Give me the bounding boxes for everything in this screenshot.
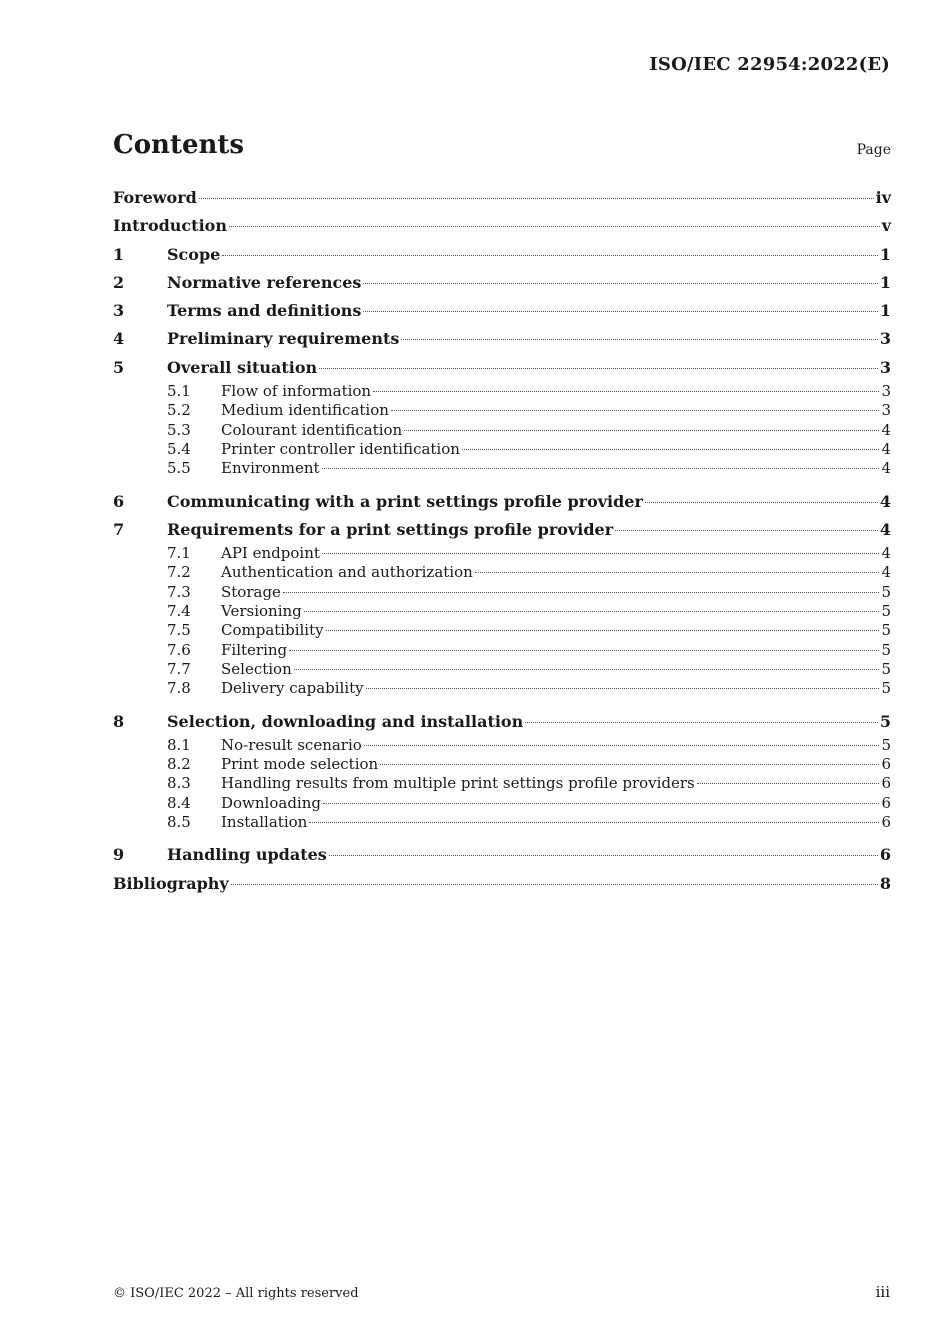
toc-entry-page: 5	[881, 582, 891, 601]
toc-entry-page: 6	[881, 755, 891, 774]
toc-entry-title: Bibliography	[113, 873, 229, 893]
toc-entry[interactable]	[113, 401, 891, 420]
page-number: iii	[875, 1283, 890, 1301]
toc-entry[interactable]	[113, 382, 891, 401]
toc-entry-page: 4	[881, 420, 891, 439]
toc-entry-title: Introduction	[113, 216, 227, 236]
toc-entry[interactable]	[113, 602, 891, 621]
toc-entry-page: iv	[875, 188, 891, 207]
toc-entry-page: 4	[881, 459, 891, 478]
dot-leader	[283, 592, 880, 593]
toc-entry[interactable]	[113, 184, 891, 212]
toc-entry-number: 3	[113, 301, 125, 321]
toc-entry[interactable]	[113, 212, 891, 240]
dot-leader	[364, 745, 880, 746]
dot-leader	[380, 764, 879, 765]
toc-entry-title: Scope	[167, 244, 221, 264]
page-title: Contents	[113, 130, 245, 160]
toc-entry-number: 2	[113, 272, 125, 292]
dot-leader	[319, 368, 878, 369]
toc-entry[interactable]	[113, 755, 891, 774]
toc-entry-number: 8	[113, 711, 125, 731]
toc-entry[interactable]	[113, 641, 891, 660]
toc-entry-title: API endpoint	[221, 544, 320, 563]
dot-leader	[289, 650, 879, 651]
toc-entry[interactable]	[113, 269, 891, 297]
toc-entry-number: 7.7	[167, 659, 191, 678]
toc-entry-title: Versioning	[221, 602, 302, 621]
toc-entry-number: 8.3	[167, 774, 191, 793]
toc-entry-page: 1	[879, 301, 891, 321]
toc-entry-page: 8	[879, 873, 891, 893]
toc-entry-page: 5	[881, 640, 891, 659]
toc-entry-page: 3	[879, 329, 891, 349]
dot-leader	[615, 530, 878, 531]
toc-entry-number: 6	[113, 491, 125, 511]
toc-entry-number: 5.2	[167, 401, 191, 420]
dot-leader	[462, 449, 880, 450]
document-id-header: ISO/IEC 22954:2022(E)	[649, 54, 890, 75]
toc-entry-number: 5.1	[167, 382, 191, 401]
toc-entry-page: 5	[881, 621, 891, 640]
dot-leader	[322, 553, 880, 554]
toc-entry[interactable]	[113, 841, 891, 869]
toc-entry-page: 5	[879, 711, 891, 731]
toc-entry[interactable]	[113, 870, 891, 898]
toc-entry-page: 5	[881, 659, 891, 678]
toc-entry-page: 1	[879, 244, 891, 264]
dot-leader	[229, 226, 880, 227]
toc-entry-title: Compatibility	[221, 621, 324, 640]
toc-entry-page: 6	[881, 774, 891, 793]
dot-leader	[294, 669, 880, 670]
toc-entry-page: 4	[881, 563, 891, 582]
toc-entry[interactable]	[113, 421, 891, 440]
toc-entry-number: 8.5	[167, 813, 191, 832]
toc-entry[interactable]	[113, 488, 891, 516]
dot-leader	[363, 283, 877, 284]
dot-leader	[401, 339, 878, 340]
toc-entry[interactable]	[113, 583, 891, 602]
toc-entry[interactable]	[113, 241, 891, 269]
toc-entry-title: Handling updates	[167, 845, 327, 865]
toc-entry[interactable]	[113, 440, 891, 459]
toc-entry-title: Medium identification	[221, 401, 389, 420]
toc-entry-number: 1	[113, 244, 125, 264]
page-column-label: Page	[856, 142, 891, 158]
dot-leader	[645, 502, 878, 503]
dot-leader	[199, 198, 874, 199]
dot-leader	[363, 311, 877, 312]
toc-entry-title: Installation	[221, 813, 308, 832]
toc-entry-page: 6	[879, 845, 891, 865]
toc-entry[interactable]	[113, 325, 891, 353]
toc-entry[interactable]	[113, 563, 891, 582]
dot-leader	[323, 803, 879, 804]
toc-entry-number: 8.2	[167, 755, 191, 774]
toc-entry-page: 3	[879, 357, 891, 377]
toc-entry-number: 7.8	[167, 679, 191, 698]
toc-entry-title: Colourant identification	[221, 420, 403, 439]
toc-entry[interactable]	[113, 297, 891, 325]
table-of-contents	[113, 184, 891, 898]
toc-entry-title: Authentication and authorization	[221, 563, 473, 582]
dot-leader	[309, 822, 879, 823]
toc-entry-title: Preliminary requirements	[167, 329, 400, 349]
toc-entry-page: 4	[881, 439, 891, 458]
toc-entry[interactable]	[113, 813, 891, 832]
toc-entry[interactable]	[113, 544, 891, 563]
toc-entry[interactable]	[113, 774, 891, 793]
dot-leader	[222, 255, 878, 256]
dot-leader	[231, 884, 878, 885]
dot-leader	[329, 855, 878, 856]
toc-entry-number: 8.4	[167, 793, 191, 812]
dot-leader	[525, 722, 878, 723]
toc-entry-number: 7.5	[167, 621, 191, 640]
dot-leader	[404, 430, 879, 431]
toc-entry-number: 4	[113, 329, 125, 349]
toc-entry-number: 5.4	[167, 439, 191, 458]
toc-entry-page: 6	[881, 793, 891, 812]
copyright-footer: © ISO/IEC 2022 – All rights reserved	[113, 1286, 359, 1301]
toc-entry[interactable]	[113, 679, 891, 698]
toc-entry-number: 7.2	[167, 563, 191, 582]
toc-entry-page: 1	[879, 272, 891, 292]
toc-entry[interactable]	[113, 794, 891, 813]
toc-entry-title: Communicating with a print settings profile provider	[167, 491, 643, 511]
dot-leader	[304, 611, 880, 612]
toc-entry-page: 3	[881, 401, 891, 420]
toc-entry[interactable]	[113, 660, 891, 679]
toc-entry-title: No-result scenario	[221, 735, 362, 754]
toc-entry-page: 5	[881, 679, 891, 698]
dot-leader	[373, 391, 879, 392]
toc-entry-title: Filtering	[221, 640, 288, 659]
dot-leader	[697, 783, 880, 784]
toc-entry[interactable]	[113, 516, 891, 544]
dot-leader	[326, 630, 880, 631]
toc-entry-number: 5	[113, 357, 125, 377]
toc-entry-number: 7.6	[167, 640, 191, 659]
toc-entry-number: 9	[113, 845, 125, 865]
toc-entry-number: 7.3	[167, 582, 191, 601]
dot-leader	[475, 572, 880, 573]
toc-entry-title: Delivery capability	[221, 679, 364, 698]
dot-leader	[391, 410, 880, 411]
toc-entry-title: Overall situation	[167, 357, 318, 377]
dot-leader	[322, 468, 880, 469]
toc-entry-title: Selection, downloading and installation	[167, 711, 524, 731]
toc-entry-title: Downloading	[221, 793, 321, 812]
toc-entry-title: Printer controller identification	[221, 439, 460, 458]
toc-entry-page: v	[881, 216, 891, 236]
toc-entry-number: 7.4	[167, 602, 191, 621]
toc-entry-number: 7	[113, 519, 125, 539]
toc-entry-title: Foreword	[113, 188, 197, 207]
toc-entry-title: Normative references	[167, 272, 362, 292]
toc-entry-title: Storage	[221, 582, 281, 601]
toc-entry[interactable]	[113, 354, 891, 382]
toc-entry-title: Terms and definitions	[167, 301, 362, 321]
dot-leader	[366, 688, 880, 689]
toc-entry-title: Requirements for a print settings profile provider	[167, 519, 614, 539]
toc-entry-page: 5	[881, 735, 891, 754]
toc-entry-number: 5.3	[167, 420, 191, 439]
toc-entry-page: 4	[881, 544, 891, 563]
toc-entry-title: Environment	[221, 459, 320, 478]
toc-entry[interactable]	[113, 459, 891, 478]
toc-entry-number: 8.1	[167, 735, 191, 754]
toc-entry-page: 4	[879, 491, 891, 511]
toc-entry-title: Flow of information	[221, 382, 372, 401]
toc-entry[interactable]	[113, 708, 891, 736]
toc-entry-number: 7.1	[167, 544, 191, 563]
toc-entry-title: Selection	[221, 659, 292, 678]
toc-entry[interactable]	[113, 736, 891, 755]
toc-entry-title: Print mode selection	[221, 755, 379, 774]
toc-entry-page: 4	[879, 519, 891, 539]
toc-entry-number: 5.5	[167, 459, 191, 478]
toc-entry-page: 3	[881, 382, 891, 401]
toc-entry[interactable]	[113, 621, 891, 640]
toc-entry-title: Handling results from multiple print settings profile providers	[221, 774, 695, 793]
toc-entry-page: 5	[881, 602, 891, 621]
toc-entry-page: 6	[881, 813, 891, 832]
